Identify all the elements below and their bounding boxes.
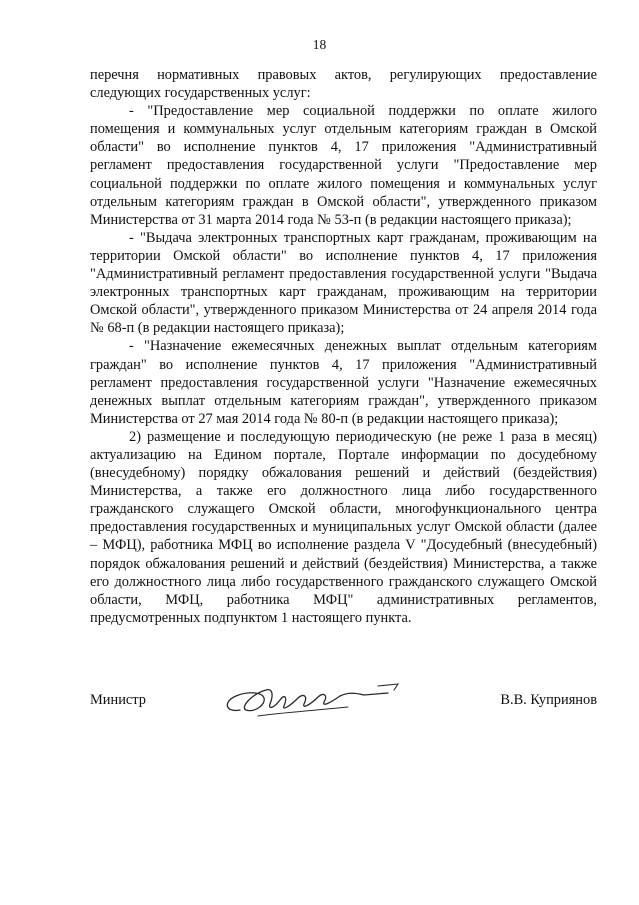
- signature-block: [90, 680, 597, 720]
- paragraph-intro: перечня нормативных правовых актов, регулирующих предоставление следующих государственных услуг:: [90, 67, 597, 102]
- signatory-name: В.В. Куприянов: [500, 692, 597, 708]
- document-body: [90, 66, 597, 627]
- paragraph-service-housing: - "Предоставление мер социальной поддержки по оплате жилого помещения и коммунальных услуг отдельным категориям граждан в Омской области" во исполнение пунктов 4, 17 приложения "Административный регламент предоставления государственной услуги "Предоставление мер социальной поддержки по оплате жилого помещения и коммунальных услуг отдельным категориям граждан в Омской области", утвержденного приказом Министерства от 31 марта 2014 года № 53-п (в редакции настоящего приказа);: [90, 103, 597, 228]
- signatory-title: Министр: [90, 692, 146, 708]
- paragraph-service-monthly-payments: - "Назначение ежемесячных денежных выплат отдельным категориям граждан" во исполнение пунктов 4, 17 приложения "Административный регламент предоставления государственной услуги "Назначение ежемесячных денежных выплат отдельным категориям граждан", утвержденного приказом Министерства от 27 мая 2014 года № 80-п (в редакции настоящего приказа);: [90, 338, 597, 427]
- handwritten-signature: [218, 680, 408, 720]
- page-number: 18: [312, 37, 327, 52]
- paragraph-item-2: 2) размещение и последующую периодическую (не реже 1 раза в месяц) актуализацию на Едином портале, Портале информации по досудебному (внесудебному) порядку обжалования решений и действий (бездействия) Министерства, а также его должностного лица либо государственного гражданского служащего Омской области, многофункционального центра предоставления государственных и муниципальных услуг Омской области (далее – МФЦ), работника МФЦ во исполнение раздела V "Досудебный (внесудебный) порядок обжалования решений и действий (бездействия) Министерства, а также его должностного лица либо государственного гражданского служащего Омской области, МФЦ, работника МФЦ" административных регламентов, предусмотренных подпунктом 1 настоящего пункта.: [90, 428, 597, 626]
- paragraph-service-transport-cards: - "Выдача электронных транспортных карт гражданам, проживающим на территории Омской области" во исполнение пунктов 4, 17 приложения "Административный регламент предоставления государственной услуги "Выдача электронных транспортных карт гражданам, проживающим на территории Омской области", утвержденного приказом Министерства от 24 апреля 2014 года № 68-п (в редакции настоящего приказа);: [90, 229, 597, 337]
